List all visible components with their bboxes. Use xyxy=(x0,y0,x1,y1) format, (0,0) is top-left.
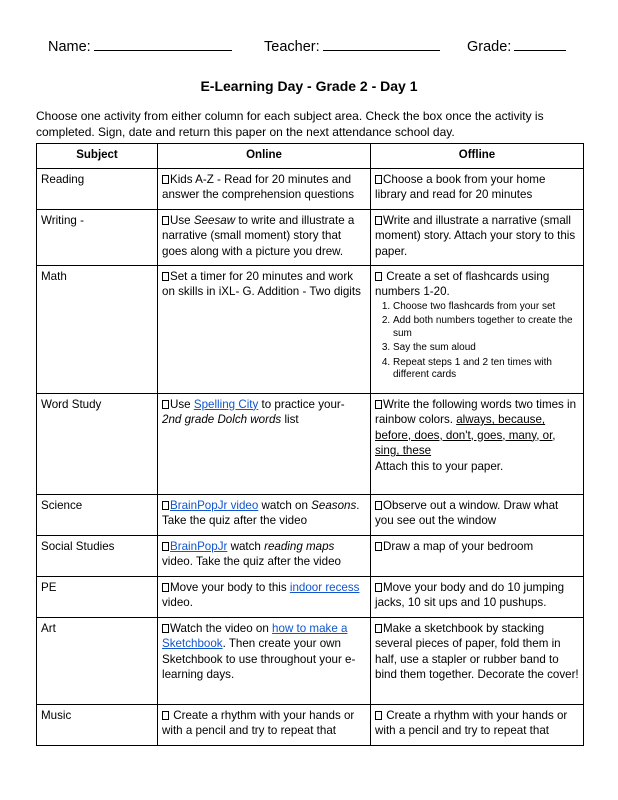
subject-cell: Writing - xyxy=(37,209,158,265)
checkbox[interactable] xyxy=(162,542,169,551)
online-activity-cell xyxy=(158,704,371,745)
table-row-art xyxy=(37,617,584,704)
name-blank-line[interactable] xyxy=(94,36,232,51)
checkbox[interactable] xyxy=(375,542,382,551)
activity-text: Watch the video on xyxy=(170,621,273,635)
video-topic: reading maps xyxy=(264,539,335,553)
table-row-word-study xyxy=(37,393,584,494)
brainpopjr-video-link[interactable]: BrainPopJr video xyxy=(170,498,259,512)
indoor-recess-link[interactable]: indoor recess xyxy=(289,580,360,594)
checkbox[interactable] xyxy=(375,624,382,633)
online-activity-cell xyxy=(158,494,371,535)
checkbox[interactable] xyxy=(162,711,169,720)
subject-cell: Music xyxy=(37,704,158,745)
subject-cell: Word Study xyxy=(37,393,158,494)
activity-text: Move your body and do 10 jumping jacks, 10 sit ups and 10 pushups. xyxy=(375,580,565,609)
offline-activity-cell xyxy=(371,617,584,704)
offline-activity-cell xyxy=(371,168,584,209)
activity-text: list xyxy=(281,413,299,426)
activity-text: Use xyxy=(170,213,194,227)
activity-text: Create a rhythm with your hands or with a pencil and try to repeat that xyxy=(162,708,355,737)
student-info-header xyxy=(48,36,588,56)
offline-activity-cell xyxy=(371,576,584,617)
offline-activity-cell xyxy=(371,704,584,745)
offline-activity-cell xyxy=(371,209,584,265)
list-item: 3. Say the sum aloud xyxy=(393,342,580,355)
spelling-city-link[interactable]: Spelling City xyxy=(193,397,259,411)
checkbox[interactable] xyxy=(375,501,382,510)
activity-text: Observe out a window. Draw what you see out the window xyxy=(375,498,559,527)
activity-text: . Then create your own Sketchbook to use throughout your e-learning days. xyxy=(162,637,356,681)
subject-cell: Social Studies xyxy=(37,535,158,576)
activity-text: Create a rhythm with your hands or with a pencil and try to repeat that xyxy=(375,708,568,737)
subject-cell: PE xyxy=(37,576,158,617)
app-name: Seesaw xyxy=(193,213,236,227)
activity-text: Set a timer for 20 minutes and work on skills in iXL- G. Addition - Two digits xyxy=(162,269,361,298)
sketchbook-video-link[interactable]: how to make a Sketchbook xyxy=(162,621,348,650)
table-row-pe xyxy=(37,576,584,617)
table-row-math xyxy=(37,265,584,393)
teacher-label: Teacher: xyxy=(264,39,320,55)
activity-table xyxy=(36,143,584,746)
activity-text: Draw a map of your bedroom xyxy=(383,539,534,553)
online-activity-cell xyxy=(158,265,371,393)
offline-activity-cell xyxy=(371,393,584,494)
activity-text: . Take the quiz after the video xyxy=(162,498,360,527)
checkbox[interactable] xyxy=(375,400,382,409)
activity-text: watch xyxy=(227,539,265,553)
activity-text: to practice your- xyxy=(258,397,345,411)
name-field[interactable] xyxy=(48,36,232,55)
offline-activity-cell xyxy=(371,265,584,393)
online-activity-cell xyxy=(158,617,371,704)
instructions-text: Choose one activity from either column for each subject area. Check the box once the activity is completed. Sign, date and return this paper on the next attendance school day. xyxy=(36,109,544,139)
spelling-words: always, because, before, does, don't, goes, many, or, sing, these xyxy=(375,413,556,457)
activity-text: Move your body to this xyxy=(170,580,290,594)
list-item: 1. Choose two flashcards from your set xyxy=(393,301,580,314)
table-row-reading xyxy=(37,168,584,209)
activity-text: video. Take the quiz after the video xyxy=(162,555,341,568)
table-row-social-studies xyxy=(37,535,584,576)
list-item: 2. Add both numbers together to create the sum xyxy=(393,315,580,340)
checkbox[interactable] xyxy=(162,501,169,510)
table-row-music xyxy=(37,704,584,745)
subject-cell: Art xyxy=(37,617,158,704)
online-activity-cell xyxy=(158,535,371,576)
subject-cell: Math xyxy=(37,265,158,393)
word-list-name: 2nd grade Dolch words xyxy=(162,413,282,426)
checkbox[interactable] xyxy=(162,400,169,409)
activity-text: Use xyxy=(170,397,194,411)
grade-blank-line[interactable] xyxy=(514,36,566,51)
teacher-blank-line[interactable] xyxy=(323,36,440,51)
checkbox[interactable] xyxy=(375,272,382,281)
checkbox[interactable] xyxy=(375,583,382,592)
grade-field[interactable] xyxy=(467,36,566,55)
online-activity-cell xyxy=(158,168,371,209)
teacher-field[interactable] xyxy=(264,36,440,55)
online-activity-cell xyxy=(158,209,371,265)
steps-list xyxy=(375,301,580,382)
checkbox[interactable] xyxy=(375,175,382,184)
offline-activity-cell xyxy=(371,535,584,576)
table-row-science xyxy=(37,494,584,535)
offline-activity-cell xyxy=(371,494,584,535)
grade-label: Grade: xyxy=(467,39,512,55)
activity-text: Make a sketchbook by stacking several pieces of paper, fold them in half, use a stapler or rubber band to bind them together. Decorate the cover! xyxy=(375,621,579,681)
video-topic: Seasons xyxy=(311,498,357,512)
checkbox[interactable] xyxy=(162,272,169,281)
subject-cell: Science xyxy=(37,494,158,535)
activity-text: watch on xyxy=(258,498,312,512)
checkbox[interactable] xyxy=(375,216,382,225)
checkbox[interactable] xyxy=(162,175,169,184)
checkbox[interactable] xyxy=(162,583,169,592)
activity-text: to write and illustrate a narrative (small moment) story that goes along with a picture you drew. xyxy=(162,213,355,258)
activity-text: Write the following words two times in rainbow colors. xyxy=(375,397,577,426)
page-title: E-Learning Day - Grade 2 - Day 1 xyxy=(200,78,418,94)
name-label: Name: xyxy=(48,39,91,55)
activity-text: Kids A-Z - Read for 20 minutes and answer the comprehension questions xyxy=(162,172,355,201)
table-row-writing xyxy=(37,209,584,265)
checkbox[interactable] xyxy=(162,216,169,225)
online-activity-cell xyxy=(158,576,371,617)
activity-text: Create a set of flashcards using numbers 1-20. xyxy=(375,269,550,298)
online-column-header: Online xyxy=(158,144,371,169)
subject-cell: Reading xyxy=(37,168,158,209)
activity-text: video. xyxy=(162,596,193,609)
activity-text: Write and illustrate a narrative (small moment) story. Attach your story to this paper. xyxy=(375,213,576,258)
list-item: 4. Repeat steps 1 and 2 ten times with different cards xyxy=(393,357,580,382)
activity-text: Attach this to your paper. xyxy=(375,459,504,473)
brainpopjr-link[interactable]: BrainPopJr xyxy=(170,539,228,553)
offline-column-header: Offline xyxy=(371,144,584,169)
table-header-row xyxy=(37,144,584,169)
activity-text: Choose a book from your home library and read for 20 minutes xyxy=(375,172,546,201)
checkbox[interactable] xyxy=(162,624,169,633)
online-activity-cell xyxy=(158,393,371,494)
checkbox[interactable] xyxy=(375,711,382,720)
subject-column-header: Subject xyxy=(37,144,158,169)
